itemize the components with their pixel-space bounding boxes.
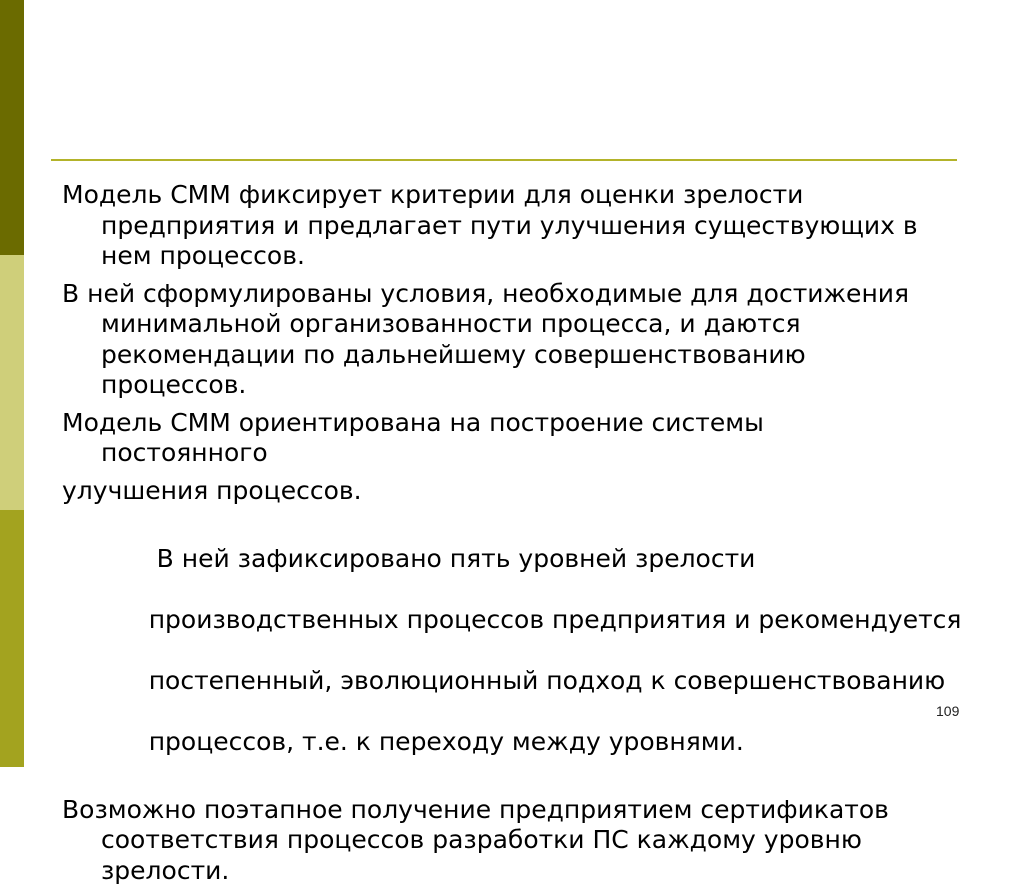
text-line: постоянного <box>101 438 268 467</box>
text-line: нем процессов. <box>101 241 305 270</box>
text-line: Возможно поэтапное получение предприятием сертификатов <box>62 794 889 824</box>
page-number: 109 <box>936 703 960 719</box>
text-line: предприятия и предлагает пути улучшения существующих в <box>101 210 918 240</box>
side-bar-top <box>0 0 24 255</box>
text-line: минимальной организованности процесса, и даются <box>101 309 801 338</box>
text-line: рекомендации по дальнейшему совершенствованию <box>101 339 806 369</box>
text-line: В ней сформулированы условия, необходимые для достижения <box>62 278 910 308</box>
title-divider <box>51 159 957 161</box>
text-line: процессов, т.е. к переходу между уровнями. <box>148 726 744 756</box>
paragraph-conditions <box>62 279 1012 401</box>
text-line: процессов. <box>101 370 247 399</box>
side-bar-bottom <box>0 510 24 767</box>
paragraph-five-levels <box>62 513 1012 788</box>
text-line: Модель СММ фиксирует критерии для оценки зрелости <box>62 180 804 209</box>
text-line: Модель СММ ориентирована на построение системы <box>62 407 764 437</box>
text-line: В ней зафиксировано пять уровней зрелости <box>148 543 756 573</box>
paragraph-improvement <box>62 476 1012 507</box>
text-line: зрелости. <box>101 855 230 885</box>
paragraph-cmm-criteria <box>62 180 1012 272</box>
side-bar-middle <box>0 255 24 510</box>
text-line: производственных процессов предприятия и рекомендуется <box>148 604 962 634</box>
text-line: соответствия процессов разработки ПС каждому уровню <box>101 825 862 854</box>
text-line: постепенный, эволюционный подход к совершенствованию <box>148 665 946 695</box>
slide-body <box>62 180 1012 893</box>
text-line: улучшения процессов. <box>62 475 362 505</box>
paragraph-certification <box>62 795 1012 887</box>
paragraph-orientation <box>62 408 1012 469</box>
